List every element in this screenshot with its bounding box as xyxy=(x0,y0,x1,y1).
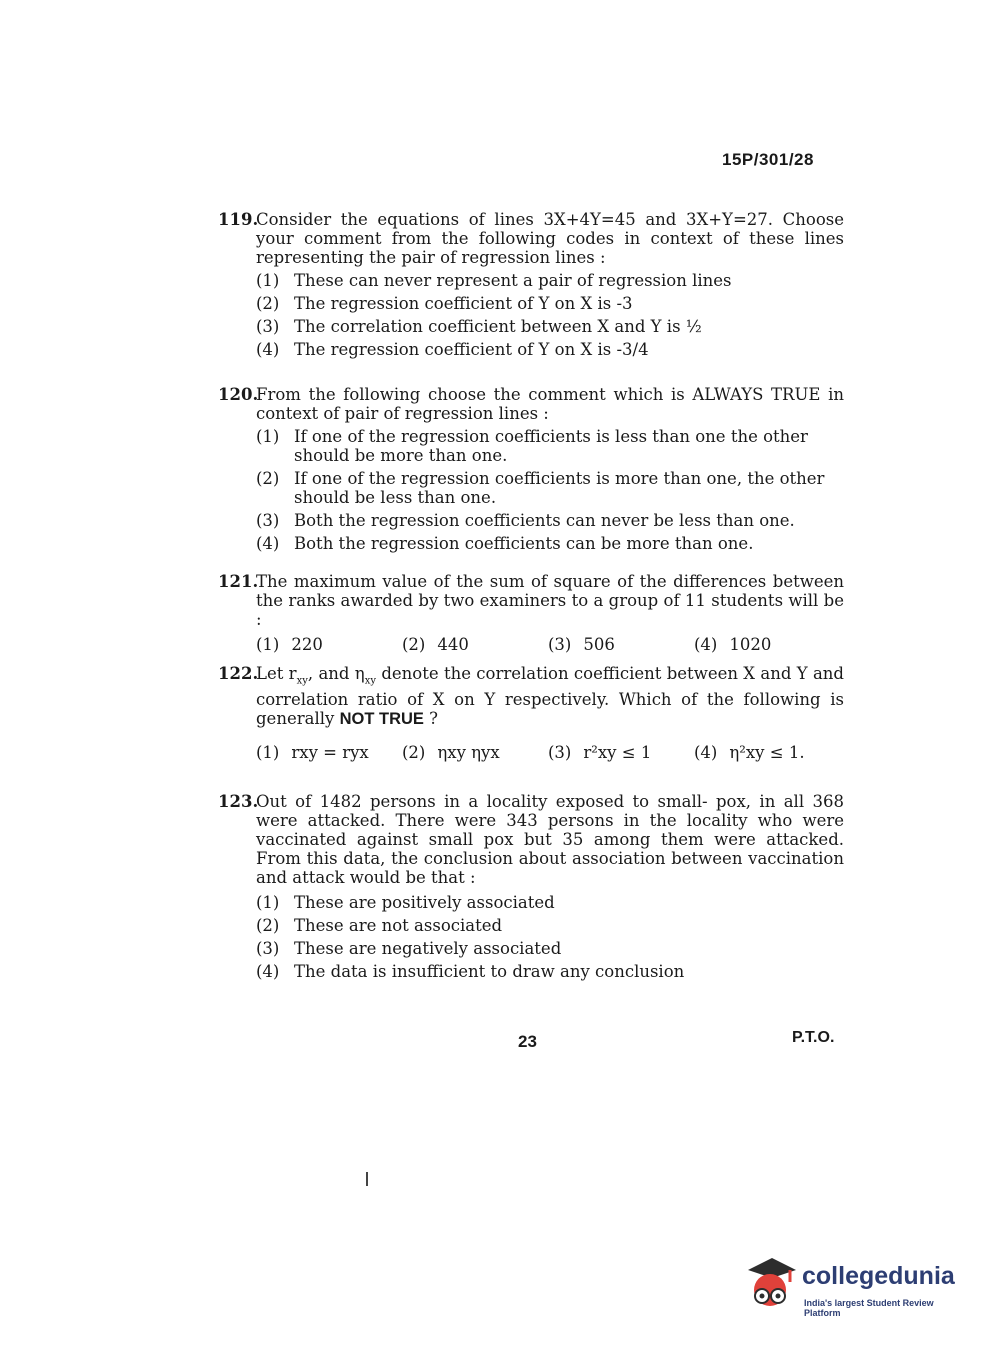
option-text: These can never represent a pair of regression lines xyxy=(294,271,732,290)
mascot-icon xyxy=(742,1256,798,1316)
option xyxy=(256,743,402,762)
option xyxy=(548,635,694,654)
option-text: Both the regression coefficients can never be less than one. xyxy=(294,511,795,530)
please-turn-over: P.T.O. xyxy=(792,1029,835,1046)
option-text: These are positively associated xyxy=(294,893,555,912)
option-text: 506 xyxy=(583,635,615,654)
brand-name: collegedunia xyxy=(802,1262,955,1290)
option xyxy=(256,427,844,465)
option-text: These are not associated xyxy=(294,916,503,935)
option xyxy=(256,916,844,935)
option-number: (2) xyxy=(256,916,280,935)
option-number: (1) xyxy=(256,893,280,912)
option-number: (3) xyxy=(256,317,280,336)
option xyxy=(694,743,840,762)
watermark-logo xyxy=(742,1252,972,1322)
question-120 xyxy=(218,385,844,557)
option-text: rxy = ryx xyxy=(291,743,369,763)
paper-code: 15P/301/28 xyxy=(722,150,814,169)
option-number: (1) xyxy=(256,635,280,654)
option-number: (2) xyxy=(256,294,280,313)
question-122 xyxy=(218,664,844,762)
option-text: ηxy ηyx xyxy=(437,743,500,763)
option-number: (3) xyxy=(548,635,572,654)
option-number: (3) xyxy=(256,511,280,530)
option-text: If one of the regression coefficients is less than one the other should be more than one. xyxy=(294,427,808,465)
option-text: 1020 xyxy=(729,635,772,654)
question-stem: From the following choose the comment which is ALWAYS TRUE in context of pair of regression lines : xyxy=(256,385,844,423)
option-number: (1) xyxy=(256,743,280,763)
option-number: (2) xyxy=(402,635,426,654)
page-number: 23 xyxy=(518,1032,537,1051)
option xyxy=(256,939,844,958)
option-number: (2) xyxy=(256,469,280,488)
option xyxy=(256,271,844,290)
question-119 xyxy=(218,210,844,363)
option xyxy=(256,893,844,912)
option-text: Both the regression coefficients can be more than one. xyxy=(294,534,754,553)
question-number: 121. xyxy=(218,572,259,591)
option-text: The regression coefficient of Y on X is -3 xyxy=(294,294,633,313)
question-number: 119. xyxy=(218,210,259,229)
option xyxy=(694,635,840,654)
option xyxy=(402,635,548,654)
question-121 xyxy=(218,572,844,654)
option-text: The data is insufficient to draw any conclusion xyxy=(294,962,685,981)
question-stem: Consider the equations of lines 3X+4Y=45 and 3X+Y=27. Choose your comment from the following codes in context of these lines representing the pair of regression lines : xyxy=(256,210,844,267)
option-text: r²xy ≤ 1 xyxy=(583,743,652,763)
brand-tagline: India's largest Student Review Platform xyxy=(804,1298,934,1318)
option-text: 220 xyxy=(291,635,323,654)
option-number: (1) xyxy=(256,271,280,290)
question-stem: Let $r_{xy}$, and $\eta_{xy}$ denote the correlation coefficient between X and Y and correlation ratio of X on Y respectively. Which of the following is generally NOT TRUE ? xyxy=(256,664,844,729)
option xyxy=(256,534,844,553)
option-number: (4) xyxy=(694,743,718,763)
option-text: The correlation coefficient between X and Y is ½ xyxy=(294,317,702,336)
option-number: (3) xyxy=(256,939,280,958)
option-text: 440 xyxy=(437,635,469,654)
option xyxy=(256,317,844,336)
option-text: These are negatively associated xyxy=(294,939,562,958)
option-number: (1) xyxy=(256,427,280,446)
scan-mark xyxy=(366,1172,368,1186)
question-123 xyxy=(218,792,844,985)
option-number: (4) xyxy=(256,534,280,553)
option-number: (4) xyxy=(256,962,280,981)
question-number: 120. xyxy=(218,385,259,404)
option-text: η²xy ≤ 1. xyxy=(729,743,805,763)
option xyxy=(256,511,844,530)
question-stem: The maximum value of the sum of square of the differences between the ranks awarded by two examiners to a group of 11 students will be : xyxy=(256,572,844,629)
option xyxy=(402,743,548,762)
option-number: (4) xyxy=(694,635,718,654)
option-text: If one of the regression coefficients is more than one, the other should be less than one. xyxy=(294,469,825,507)
option xyxy=(256,635,402,654)
option-number: (4) xyxy=(256,340,280,359)
emphasis-text: NOT TRUE xyxy=(339,710,424,729)
option xyxy=(256,294,844,313)
option-text: The regression coefficient of Y on X is -3/4 xyxy=(294,340,649,359)
option xyxy=(256,469,844,507)
question-stem: Out of 1482 persons in a locality exposed to small- pox, in all 368 were attacked. There were 343 persons in the locality who were vaccinated against small pox but 35 among them were attacked. From this data, the conclusion about association between vaccination and attack would be that : xyxy=(256,792,844,887)
question-number: 122. xyxy=(218,664,259,683)
option xyxy=(256,340,844,359)
option-number: (2) xyxy=(402,743,426,763)
option xyxy=(256,962,844,981)
option xyxy=(548,743,694,762)
question-number: 123. xyxy=(218,792,259,811)
option-number: (3) xyxy=(548,743,572,763)
